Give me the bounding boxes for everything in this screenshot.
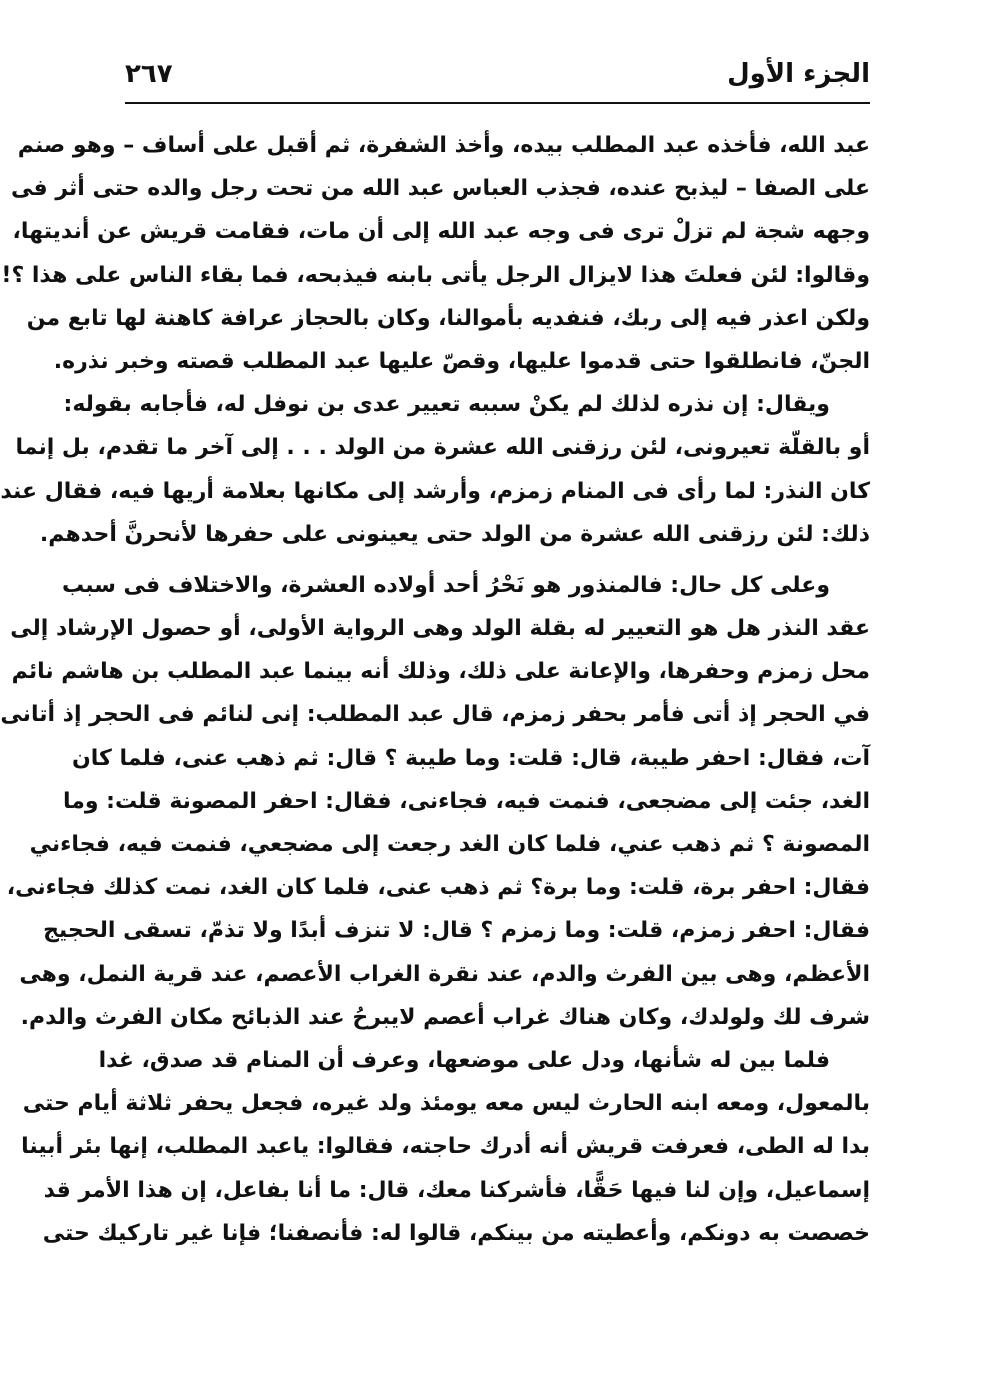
text-line: بدا له الطى، فعرفت قريش أنه أدرك حاجته، فقالوا: ياعبد المطلب، إنها بئر أبينا [21, 1134, 870, 1160]
paragraph [0, 383, 870, 556]
text-line: الأعظم، وهى بين الفرث والدم، عند نقرة الغراب الأعصم، عند قرية النمل، وهى [19, 961, 870, 987]
text-line: فقال: احفر برة، قلت: وما برة؟ ثم ذهب عنى، فلما كان الغد، نمت كذلك فجاءنى، [6, 875, 870, 901]
text-line: إسماعيل، وإن لنا فيها حَقًّا، فأشركنا معك، قال: ما أنا بفاعل، إن هذا الأمر قد [43, 1177, 870, 1203]
page-number: ٢٦٧ [125, 59, 173, 89]
text-line: ويقال: إن نذره لذلك لم يكنْ سببه تعيير عدى بن نوفل له، فأجابه بقوله: [63, 392, 830, 418]
page-body [0, 124, 870, 1255]
text-line: عقد النذر هل هو التعيير له بقلة الولد وهى الرواية الأولى، أو حصول الإرشاد إلى [10, 616, 870, 642]
paragraph [0, 564, 870, 1039]
header-rule [125, 102, 870, 104]
text-line: المصونة ؟ ثم ذهب عني، فلما كان الغد رجعت إلى مضجعي، فنمت فيه، فجاءني [29, 832, 870, 857]
text-line: على الصفا – ليذبح عنده، فجذب العباس عبد الله من تحت رجل والده حتى أثر فى [11, 176, 870, 202]
paragraph-gap [125, 556, 870, 564]
text-line: أو بالقلّة تعيرونى، لئن رزقنى الله عشرة من الولد . . . إلى آخر ما تقدم، بل إنما [15, 435, 870, 461]
text-line: محل زمزم وحفرها، والإعانة على ذلك، وذلك أنه بينما عبد المطلب بن هاشم نائم [11, 659, 870, 685]
running-title: الجزء الأول [727, 59, 870, 89]
text-line: وقالوا: لئن فعلتَ هذا لايزال الرجل يأتى بابنه فيذبحه، فما بقاء الناس على هذا ؟! [1, 262, 870, 288]
text-line: الجنّ، فانطلقوا حتى قدموا عليها، وقصّ عليها عبد المطلب قصته وخبر نذره. [53, 348, 870, 374]
paragraph [21, 1039, 870, 1255]
text-line: وعلى كل حال: فالمنذور هو نَحْرُ أحد أولاده العشرة، والاختلاف فى سبب [61, 572, 830, 598]
text-line: كان النذر: لما رأى فى المنام زمزم، وأرشد إلى مكانها بعلامة أريها فيه، فقال عند [0, 478, 870, 504]
paragraph [1, 124, 870, 383]
page-header [125, 56, 870, 96]
text-line: بالمعول، ومعه ابنه الحارث ليس معه يومئذ ولد غيره، فجعل يحفر ثلاثة أيام حتى [22, 1091, 870, 1117]
text-line: الغد، جئت إلى مضجعى، فنمت فيه، فجاءنى، فقال: احفر المصونة قلت: وما [62, 788, 870, 814]
text-line: خصصت به دونكم، وأعطيته من بينكم، قالوا له: فأنصفنا؛ فإنا غير تاركيك حتى [42, 1220, 870, 1246]
text-line: فقال: احفر زمزم، قلت: وما زمزم ؟ قال: لا تنزف أبدًا ولا تذمّ، تسقى الحجيج [43, 918, 870, 944]
text-line: آت، فقال: احفر طيبة، قال: قلت: وما طيبة ؟ قال: ثم ذهب عنى، فلما كان [71, 745, 870, 771]
text-line: شرف لك ولولدك، وكان هناك غراب أعصم لايبرحُ عند الذبائح مكان الفرث والدم. [20, 1004, 870, 1030]
text-line: وجهه شجة لم تزلْ ترى فى وجه عبد الله إلى أن مات، فقامت قريش عن أنديتها، [12, 219, 870, 245]
text-line: عبد الله، فأخذه عبد المطلب بيده، وأخذ الشفرة، ثم أقبل على أساف – وهو صنم [17, 133, 870, 158]
text-line: في الحجر إذ أتى فأمر بحفر زمزم، قال عبد المطلب: إنى لنائم فى الحجر إذ أتانى [0, 702, 870, 728]
text-line: ذلك: لئن رزقنى الله عشرة من الولد حتى يعينونى على حفرها لأنحرنَّ أحدهم. [39, 521, 870, 547]
text-line: فلما بين له شأنها، ودل على موضعها، وعرف أن المنام قد صدق، غدا [98, 1047, 830, 1073]
text-line: ولكن اعذر فيه إلى ربك، فنفديه بأموالنا، وكان بالحجاز عرافة كاهنة لها تابع من [26, 305, 870, 331]
